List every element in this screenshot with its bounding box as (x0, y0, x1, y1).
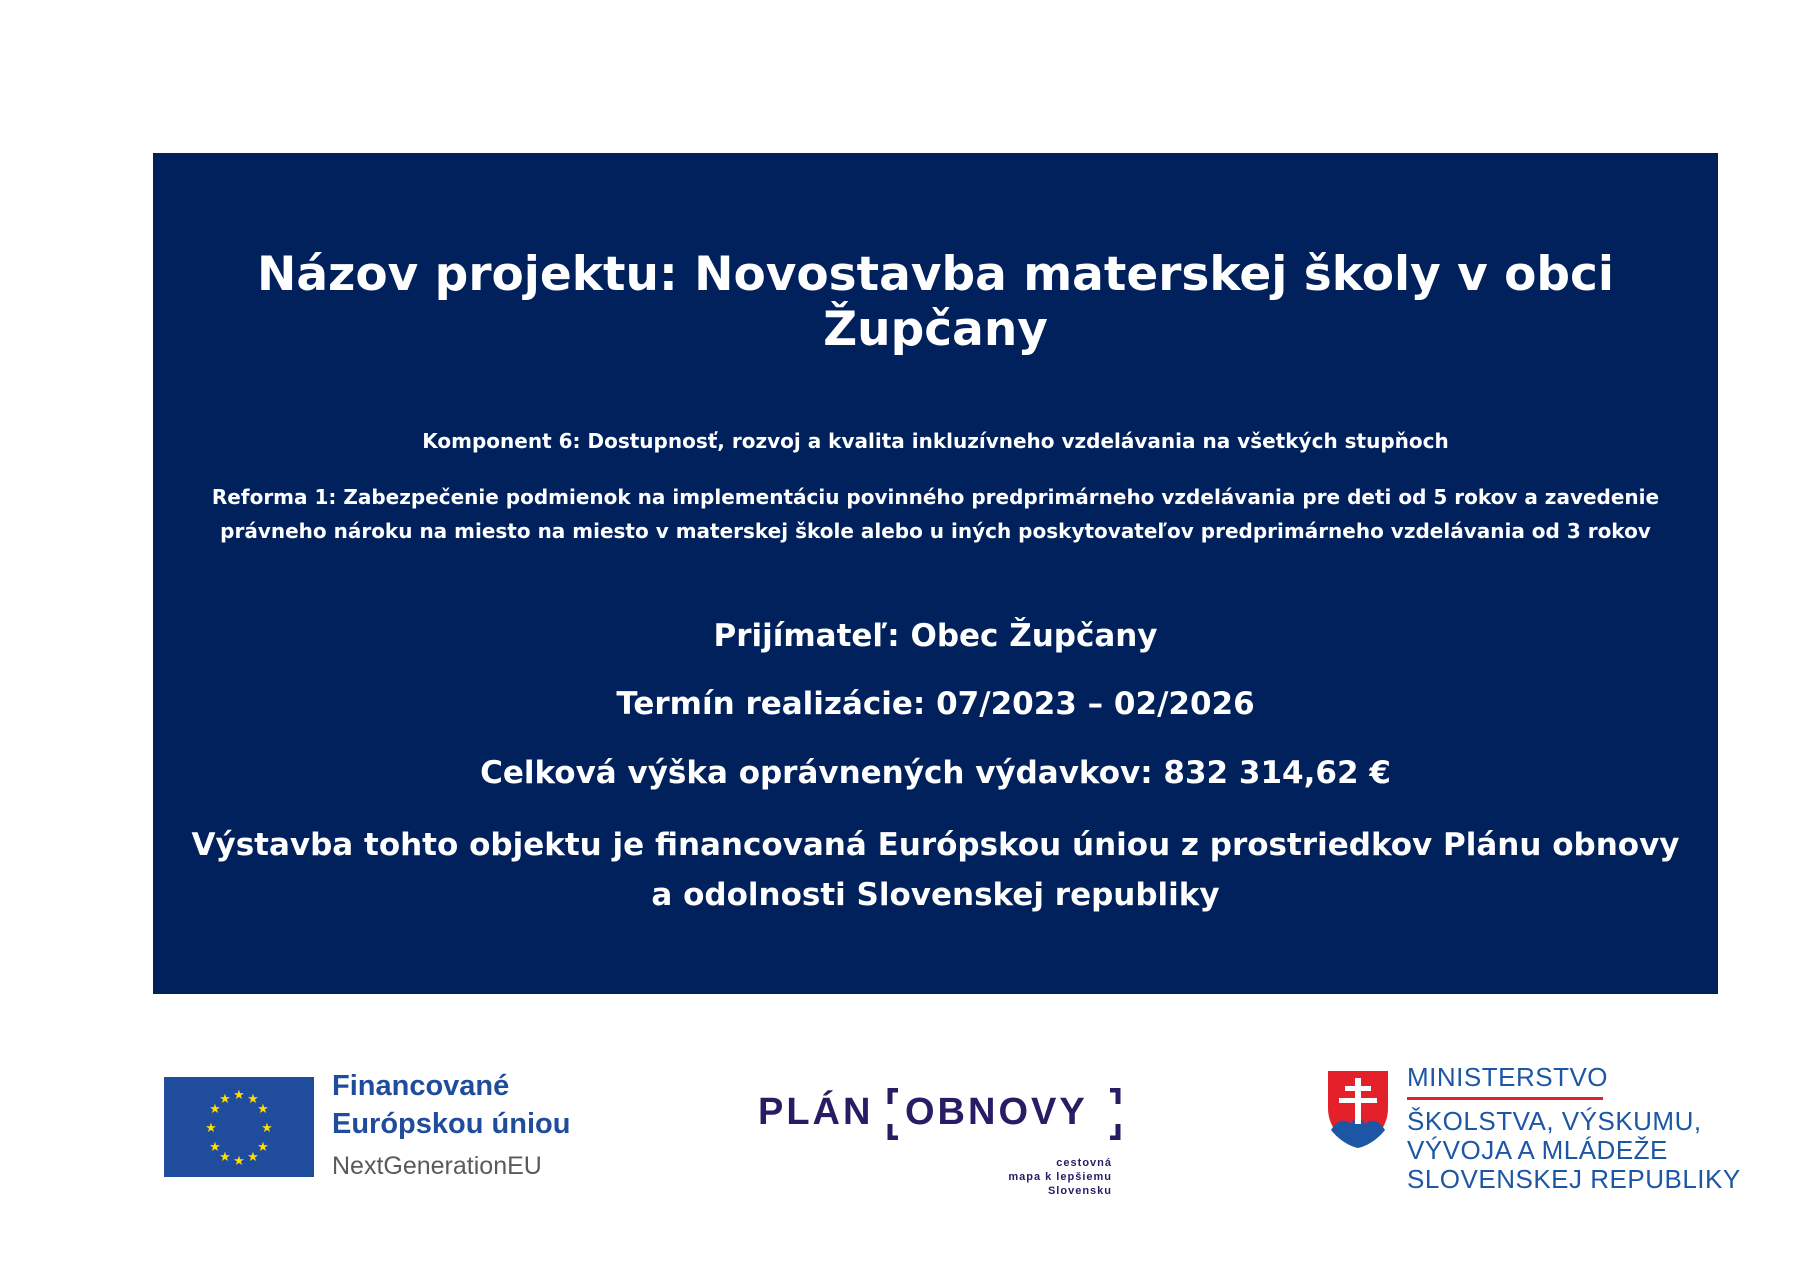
plan-word: PLÁN (758, 1091, 874, 1133)
eu-logo (160, 1060, 680, 1190)
eu-logo-line-1: Financované (332, 1070, 510, 1102)
svg-text:★: ★ (219, 1150, 231, 1165)
svg-text:★: ★ (233, 1154, 245, 1169)
funding-statement (153, 820, 1718, 920)
plan-subtitle (1008, 1156, 1112, 1198)
ministry-line-3: VÝVOJA A MLÁDEŽE (1407, 1135, 1668, 1165)
ministry-logo (1325, 1062, 1741, 1202)
svg-text:★: ★ (257, 1140, 269, 1155)
ministry-line-2: ŠKOLSTVA, VÝSKUMU, (1407, 1106, 1702, 1136)
eu-flag-icon (164, 1077, 314, 1177)
funding-line-2: a odolnosti Slovenskej republiky (651, 877, 1220, 913)
plan-subtitle-line-2: mapa k lepšiemu (1008, 1171, 1112, 1183)
obnovy-word: OBNOVY (905, 1091, 1088, 1133)
funding-line-1: Výstavba tohto objektu je financovaná Európskou úniou z prostriedkov Plánu obnovy (191, 827, 1680, 863)
component-text: Komponent 6: Dostupnosť, rozvoj a kvalita inkluzívneho vzdelávania na všetkých stupňoch (422, 429, 1449, 453)
plan-subtitle-line-1: cestovná (1056, 1157, 1112, 1169)
project-title: Názov projektu: Novostavba materskej školy v obci Župčany (256, 247, 1614, 357)
plan-subtitle-line-3: Slovensku (1047, 1185, 1112, 1197)
svg-text:★: ★ (247, 1150, 259, 1165)
recipient-text: Prijímateľ: Obec Župčany (713, 618, 1158, 654)
svg-text:★: ★ (247, 1092, 259, 1107)
svg-text:★: ★ (261, 1121, 273, 1136)
eu-logo-line-3: NextGenerationEU (332, 1152, 542, 1180)
ministry-line-1: MINISTERSTVO (1407, 1062, 1609, 1092)
ministry-divider (1407, 1097, 1603, 1100)
plan-obnovy-logo (758, 1086, 1118, 1201)
project-info-panel (153, 153, 1718, 994)
svg-text:★: ★ (209, 1102, 221, 1117)
svg-text:★: ★ (205, 1121, 217, 1136)
svg-text:★: ★ (219, 1092, 231, 1107)
reform-text: Reforma 1: Zabezpečenie podmienok na implementáciu povinného predprimárneho vzdelávania pre deti od 5 rokov a zavedenie právneho nároku na miesto na miesto v materskej škole alebo u iných poskytovateľov predprimárneho vzdelávania od 3 rokov (211, 485, 1660, 543)
svg-text:★: ★ (209, 1140, 221, 1155)
expenses-text: Celková výška oprávnených výdavkov: 832 314,62 € (480, 755, 1391, 791)
term-text: Termín realizácie: 07/2023 – 02/2026 (616, 686, 1255, 722)
eu-logo-line-2: Európskou úniou (332, 1108, 571, 1140)
slovak-crest-icon (1325, 1068, 1391, 1150)
svg-text:★: ★ (233, 1088, 245, 1103)
ministry-line-4: SLOVENSKEJ REPUBLIKY (1407, 1164, 1741, 1194)
svg-text:★: ★ (257, 1102, 269, 1117)
